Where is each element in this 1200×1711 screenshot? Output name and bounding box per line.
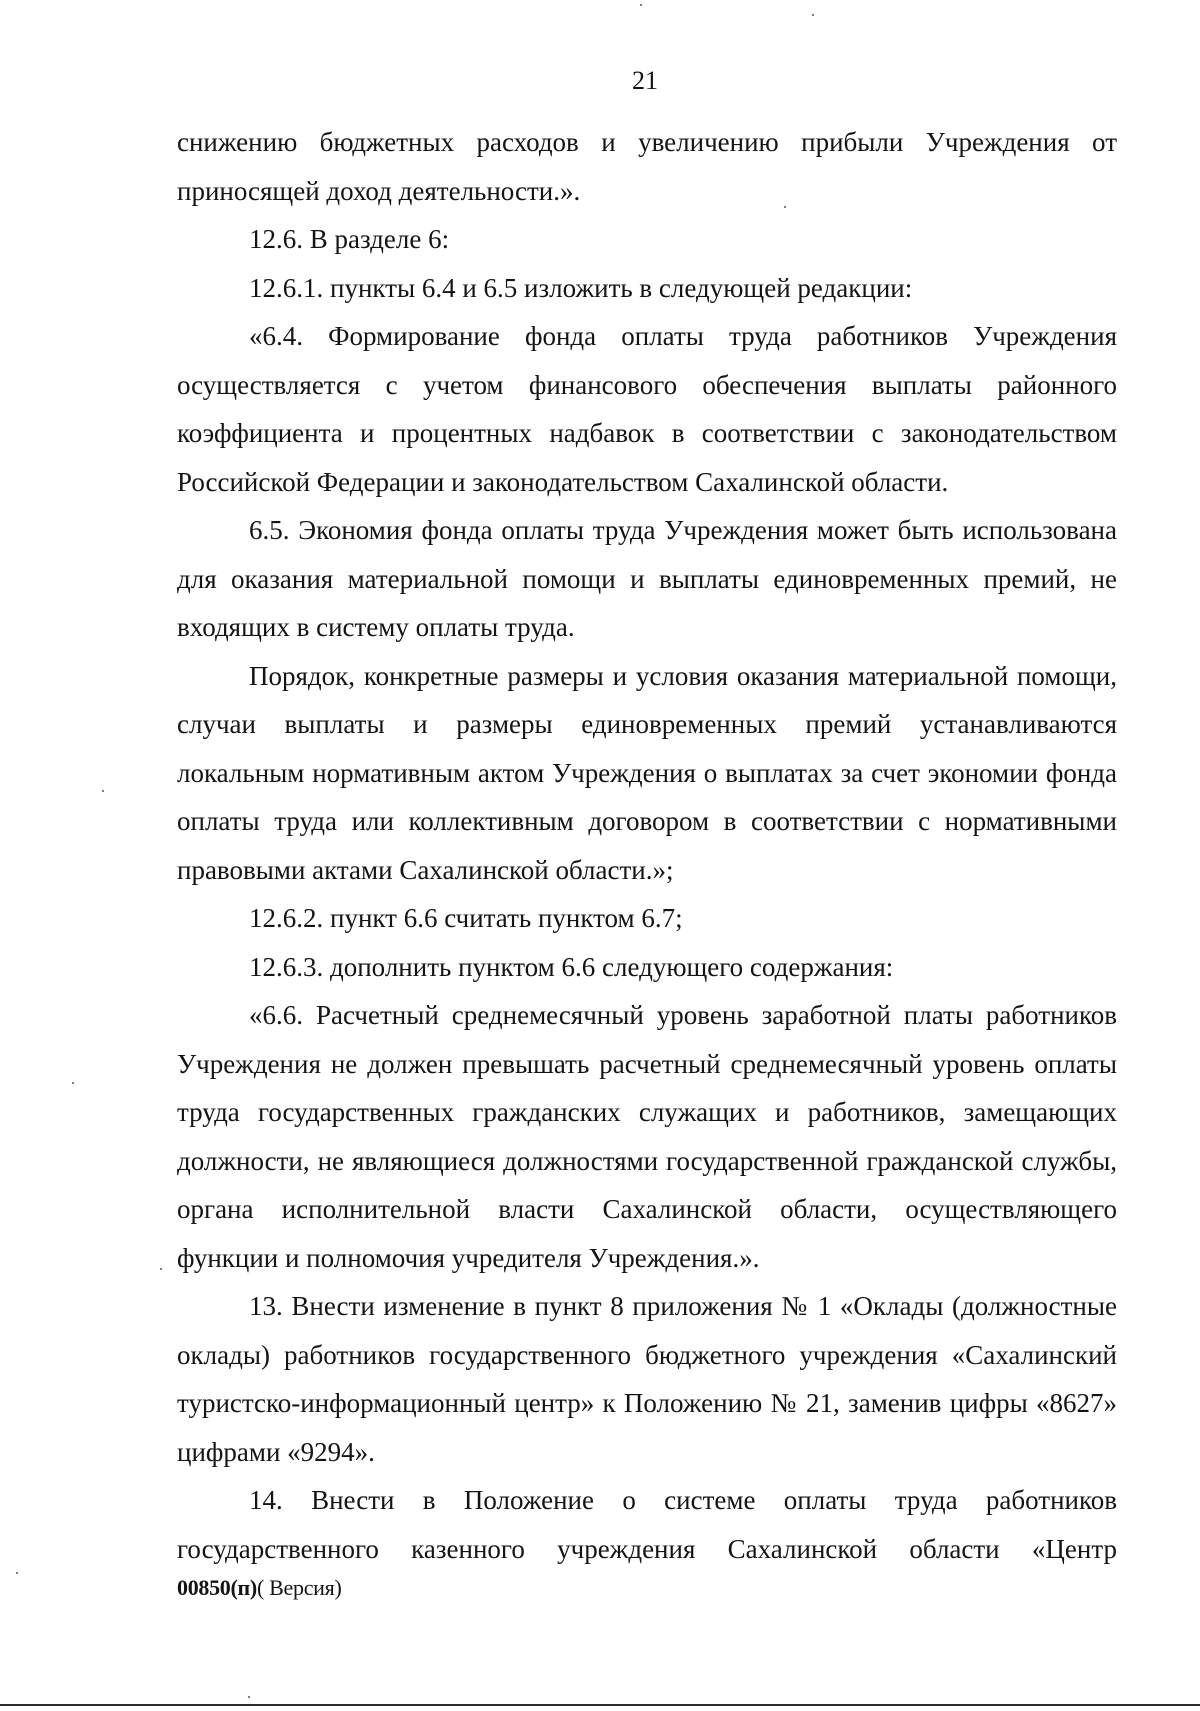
scan-bottom-border [0, 1704, 1200, 1706]
scan-speck [102, 790, 104, 792]
paragraph-13: 13. Внести изменение в пункт 8 приложения № 1 «Оклады (должностные оклады) работников государственного бюджетного учреждения «Сахалинский туристско-информационный центр» к Положению № 21, заменив цифры «8627» цифрами «9294». [177, 1291, 1117, 1467]
paragraph-6-4: «6.4. Формирование фонда оплаты труда работников Учреждения осуществляется с учетом финансового обеспечения выплаты районного коэффициента и процентных надбавок в соответствии с законодательством Российской Федерации и законодательством Сахалинской области. [177, 321, 1117, 497]
scan-speck [248, 1696, 250, 1698]
document-footer [177, 1575, 342, 1601]
paragraph-12-6: 12.6. В разделе 6: [249, 224, 450, 254]
scan-speck [160, 1268, 162, 1270]
paragraph-procedure: Порядок, конкретные размеры и условия оказания материальной помощи, случаи выплаты и размеры единовременных премий устанавливаются локальным нормативным актом Учреждения о выплатах за счет экономии фонда оплаты труда или коллективным договором в соответствии с нормативными правовыми актами Сахалинской области.»; [177, 660, 1117, 885]
scan-speck [72, 1082, 74, 1084]
scan-speck [16, 1572, 18, 1574]
paragraph-6-5: 6.5. Экономия фонда оплаты труда Учреждения может быть использована для оказания материальной помощи и выплаты единовременных премий, не входящих в систему оплаты труда. [177, 515, 1117, 642]
scan-speck [812, 14, 814, 16]
document-version: ( Версия) [256, 1575, 342, 1600]
paragraph-continuation: снижению бюджетных расходов и увеличению прибыли Учреждения от приносящей доход деятельности.». [177, 127, 1117, 206]
document-body [177, 118, 1117, 1573]
paragraph-12-6-2: 12.6.2. пункт 6.6 считать пунктом 6.7; [249, 903, 683, 933]
document-code: 00850(п) [177, 1575, 257, 1600]
paragraph-12-6-1: 12.6.1. пункты 6.4 и 6.5 изложить в следующей редакции: [249, 272, 913, 303]
paragraph-14: 14. Внести в Положение о системе оплаты труда работников государственного казенного учреждения Сахалинской области «Центр [177, 1485, 1117, 1564]
paragraph-6-6: «6.6. Расчетный среднемесячный уровень заработной платы работников Учреждения не должен превышать расчетный среднемесячный уровень оплаты труда государственных гражданских служащих и работников, замещающих должности, не являющиеся должностями государственной гражданской службы, органа исполнительной власти Сахалинской области, осуществляющего функции и полномочия учредителя Учреждения.». [177, 1000, 1117, 1273]
paragraph-12-6-3: 12.6.3. дополнить пунктом 6.6 следующего содержания: [249, 951, 894, 982]
page-number: 21 [632, 66, 658, 95]
scan-speck [784, 206, 786, 208]
scan-speck [640, 4, 642, 6]
